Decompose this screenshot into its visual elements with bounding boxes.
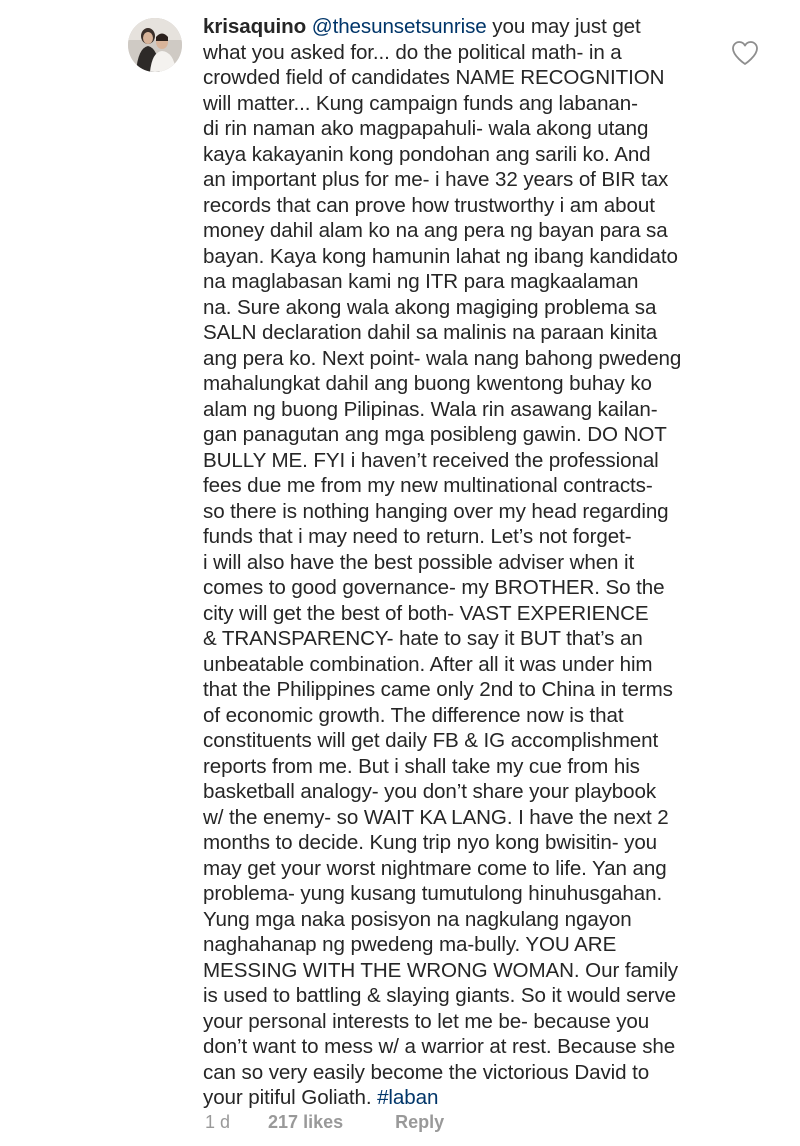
comment-line: i will also have the best possible adviser when it: [203, 550, 635, 574]
mention-link[interactable]: @thesunsetsunrise: [311, 15, 487, 38]
heart-outline-icon: [731, 40, 759, 66]
comment-line: is used to battling & slaying giants. So it would serve: [203, 984, 676, 1007]
likes-count[interactable]: 217 likes: [268, 1112, 344, 1132]
comment-body: [203, 14, 723, 1111]
comment-line: bayan. Kaya kong hamunin lahat ng ibang kandidato: [203, 244, 678, 268]
comment-line: di rin naman ako magpapahuli- wala akong utang: [203, 117, 649, 140]
avatar-photo: [128, 18, 182, 72]
comment-line: basketball analogy- you don’t share your playbook: [203, 780, 657, 803]
comment-line: so there is nothing hanging over my head regarding: [203, 499, 669, 523]
comment-meta: [205, 1112, 444, 1133]
comment-line: records that can prove how trustworthy i am about: [203, 193, 655, 217]
comment-line: na. Sure akong wala akong magiging problema sa: [203, 295, 657, 319]
comment-line: can so very easily become the victorious David to: [203, 1060, 650, 1084]
comment-line: what you asked for... do the political math- in a: [203, 40, 622, 64]
comment-line: SALN declaration dahil sa malinis na paraan kinita: [203, 321, 658, 344]
comment-line: city will get the best of both- VAST EXPERIENCE: [203, 601, 649, 625]
comment-line: months to decide. Kung trip nyo kong bwisitin- you: [203, 831, 658, 854]
avatar[interactable]: [128, 18, 182, 72]
reply-button[interactable]: Reply: [395, 1112, 445, 1132]
comment-line: may get your worst nightmare come to life. Yan ang: [203, 856, 667, 880]
comment-line: you may just get: [492, 15, 641, 38]
comment-line: your pitiful Goliath.: [203, 1086, 372, 1109]
comment-line: your personal interests to let me be- because you: [203, 1009, 650, 1033]
comment-line: money dahil alam ko na ang pera ng bayan para sa: [203, 219, 668, 242]
like-button[interactable]: [731, 40, 759, 66]
comment-line: gan panagutan ang mga posibleng gawin. DO NOT: [203, 423, 667, 446]
comment-line: of economic growth. The difference now is that: [203, 703, 624, 727]
comment-line: w/ the enemy- so WAIT KA LANG. I have the next 2: [203, 805, 669, 829]
comment-line: problema- yung kusang tumutulong hinuhusgahan.: [203, 882, 663, 905]
comment-line: naghahanap ng pwedeng ma-bully. YOU ARE: [203, 933, 617, 956]
comment-line: mahalungkat dahil ang buong kwentong buhay ko: [203, 372, 652, 395]
comment-line: comes to good governance- my BROTHER. So the: [203, 576, 665, 599]
comment-text: [203, 14, 723, 1111]
comment-line: MESSING WITH THE WRONG WOMAN. Our family: [203, 958, 678, 982]
comment-line: unbeatable combination. After all it was under him: [203, 652, 653, 676]
hashtag-link[interactable]: #laban: [377, 1086, 439, 1109]
comment-line: reports from me. But i shall take my cue from his: [203, 754, 640, 778]
comment-line: na maglabasan kami ng ITR para magkaalaman: [203, 270, 639, 293]
comment-line: & TRANSPARENCY- hate to say it BUT that’s an: [203, 627, 643, 650]
username[interactable]: krisaquino: [203, 15, 307, 38]
comment-line: crowded field of candidates NAME RECOGNITION: [203, 66, 665, 89]
comment-line: alam ng buong Pilipinas. Wala rin asawang kailan-: [203, 397, 658, 421]
comment-line: an important plus for me- i have 32 years of BIR tax: [203, 168, 669, 191]
comment-line: BULLY ME. FYI i haven’t received the professional: [203, 448, 659, 472]
timestamp: 1 d: [205, 1112, 231, 1132]
comment-line: constituents will get daily FB & IG accomplishment: [203, 729, 659, 752]
comment-line: that the Philippines came only 2nd to China in terms: [203, 678, 673, 701]
comment-line: Yung mga naka posisyon na nagkulang ngayon: [203, 907, 632, 931]
comment-line: don’t want to mess w/ a warrior at rest. Because she: [203, 1035, 676, 1058]
comment-line: fees due me from my new multinational contracts-: [203, 474, 653, 497]
comment-line: ang pera ko. Next point- wala nang bahong pwedeng: [203, 346, 682, 370]
comment-line: will matter... Kung campaign funds ang labanan-: [203, 91, 638, 115]
comment-line: funds that i may need to return. Let’s not forget-: [203, 525, 632, 548]
comment-line: kaya kakayanin kong pondohan ang sarili ko. And: [203, 142, 651, 166]
